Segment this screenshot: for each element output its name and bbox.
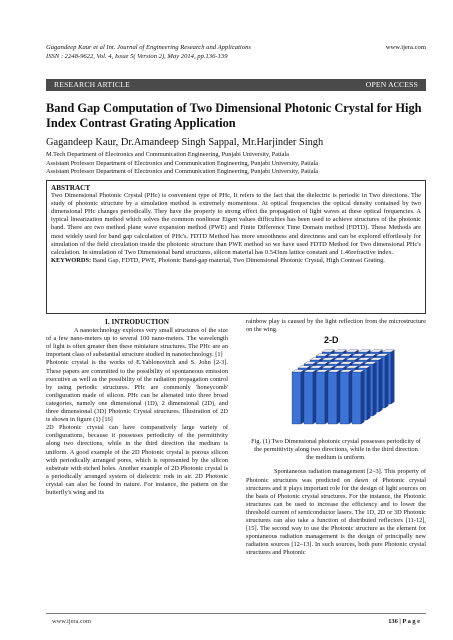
page-number: 136 | P a g e: [388, 618, 420, 625]
abstract-text: Two Dimensional Photonic Crystal (PHc) is convenient type of PHc, It refers to the fact that the dielectric is periodic in Two directions. The study of photonic structure by a simulation method is extremely momentous. At optical frequencies the optical density contained by two dimensional PHc changes periodically. They have the property to strong effect the propagation of light waves at these optical frequencies. A typical linearization method which solves the common nonlinear Eigen values difficulties has been used to achieve structures of the photonic band. There are two method plane wave expansion method (PWE) and Finite Difference Time Domain method (FDTD). These Methods are most widely used for band gap calculation of PHc's. FDTD Method has more smoothness and directness and can be explored effortlessly for simulation of the field circulation inside the photonic structure than PWE method so we have used FDTD Method for Two dimensional PHc's calculation. In simulation of Two Dimensional band structures, silicon material has 0.543nm lattice constant and 1.46refractive index.: [51, 192, 421, 256]
rod-front-face: [316, 372, 325, 424]
open-access-label: OPEN ACCESS: [365, 80, 418, 89]
rod-front-face: [292, 372, 301, 424]
right-column: [246, 318, 426, 558]
affiliation: M.Tech Department of Electronics and Communication Engineering, Punjabi University, Patiala: [46, 151, 289, 158]
research-article-label: RESEARCH ARTICLE: [54, 80, 130, 89]
paragraph: A nanotechnology explores very small structures of the size of a few nano-meters up to several 100 nano-meters. The wavelength of light is often greater then these miniature structures. The PHc are an important class of substantial structure studied in nanotechnology. [1]: [46, 327, 228, 359]
section-heading-introduction: I. INTRODUCTION: [105, 318, 169, 326]
rod-side-face: [301, 370, 304, 424]
figure-caption: Fig. (1) Two Dimensional photonic crystal possesses periodicity of the permittivity along two directions, while in the third direction the medium is uniform.: [251, 438, 421, 462]
rod-side-face: [379, 358, 382, 412]
citation-line-1: Gagandeep Kaur et al Int. Journal of Engineering Research and Applications: [46, 44, 251, 51]
rod-side-face: [361, 370, 364, 424]
page-footer: [46, 613, 426, 625]
keywords-label: KEYWORDS:: [51, 256, 92, 264]
rod-front-face: [304, 372, 313, 424]
keywords-text: Band Gap, FDTD, PWE, Photonic Band-gap material, Two Dimensional Photonic Crystal, High Contrast Grating.: [92, 256, 385, 264]
rod-side-face: [367, 366, 370, 420]
paragraph: Spontaneous radiation management [2–3]. This property of Photonic structures was predicted on dawn of Photonic crystal structures and it plays important role for the design of light sources on the basis of Photonic crystal structures. For the instance, the Photonic structures can be used to increase the efficiency and to lower the threshold current of semiconductor lasers. The 1D, 2D or 3D Photonic structures can also take a function of distributed reflectors [11-12], [15]. The second way to use the Photonic structure as the element for spontaneous radiation management is the design of principally new radiation sources [12–13]. In such sources, both pure Photonic crystal structures and Photonic: [246, 468, 426, 557]
rod-side-face: [325, 370, 328, 424]
rod-front-face: [352, 372, 361, 424]
journal-website[interactable]: www.ijera.com: [385, 44, 426, 51]
paragraph: rainbow play is caused by the light reflection from the microstructure on the wing.: [246, 318, 426, 334]
paragraph: 2D Photonic crystal can have comparatively large variety of configurations, because it possesses periodicity of the permittivity along two directions, while in the third direction the medium is uniform. A good example of the 2D Photonic crystal is porous silicon with periodically arranged pores, which is represented by the silicon substrate with etched holes. Another example of 2D Photonic crystal is a periodically arranged system of dielectric rods in air. 2D Photonic crystal can also be found in nature. For instance, the pattern on the butterfly's wing and its: [46, 424, 228, 496]
author-list: Gagandeep Kaur, Dr.Amandeep Singh Sappal, Mr.Harjinder Singh: [46, 137, 324, 148]
rod-side-face: [385, 354, 388, 408]
paper-title: Band Gap Computation of Two Dimensional Photonic Crystal for High Index Contrast Grating Application: [46, 101, 422, 130]
figure-2d-photonic-crystal: [246, 336, 426, 434]
figure-label: 2-D: [324, 335, 339, 346]
paragraph: Photonic crystal is the works of E.Yablonovitch and S. John [2-3]. These papers are committed to the possibility of spontaneous emission executive as well as the possibility of the radiation propagation control by using periodic structures. PHc are commonly 'honeycomb' configuration made of silicon. PHc can be alienated into three broad categories, namely one dimensional (1D), 2 dimensional (2D), and three dimensional (3D) Photonic Crystal structures. Illustration of 2D is shown in figure (1) [16]: [46, 359, 228, 424]
rod-front-face: [340, 372, 349, 424]
article-type-banner: [46, 79, 426, 91]
abstract-heading: ABSTRACT: [51, 184, 91, 192]
footer-website[interactable]: www.ijera.com: [52, 618, 91, 625]
rod-lattice-illustration: [246, 336, 426, 434]
rod-side-face: [391, 350, 394, 404]
affiliations: [46, 151, 426, 177]
affiliation: Assistant Professor Department of Electronics and Communication Engineering, Punjabi University, Patiala: [46, 168, 319, 176]
keywords-line: [51, 257, 421, 265]
citation-line-2: ISSN : 2248-9622, Vol. 4, Issue 5( Version 2), May 2014, pp.136-139: [46, 52, 228, 60]
rod-side-face: [313, 370, 316, 424]
left-column: [46, 318, 228, 497]
affiliation: Assistant Professor Department of Electronics and Communication Engineering, Punjabi University, Patiala: [46, 159, 319, 167]
abstract-box: [46, 180, 426, 314]
rod-side-face: [373, 362, 376, 416]
rod-side-face: [337, 370, 340, 424]
rod-side-face: [349, 370, 352, 424]
running-header: [46, 44, 426, 61]
rod-front-face: [328, 372, 337, 424]
